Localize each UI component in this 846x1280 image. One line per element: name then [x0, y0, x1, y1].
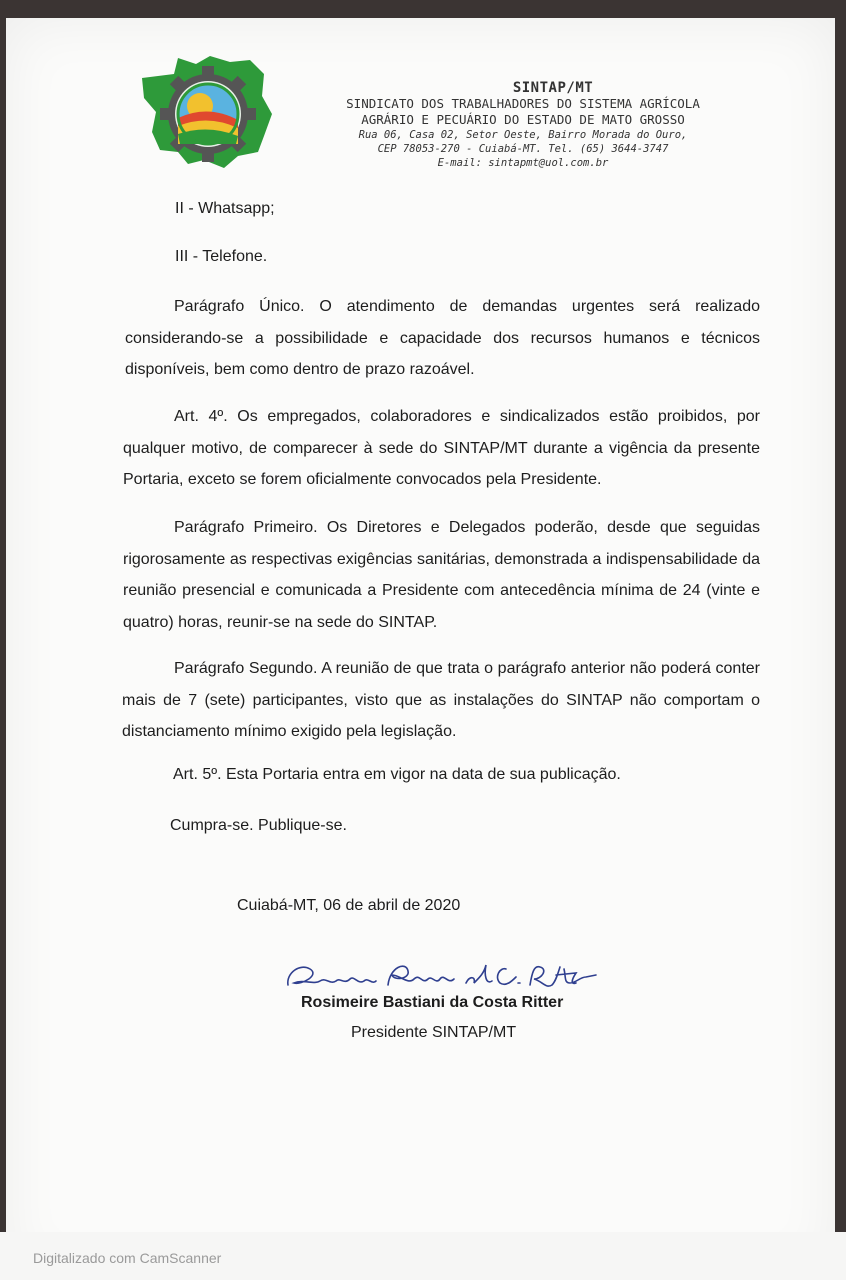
email-line: E-mail: sintapmt@uol.com.br: [437, 157, 609, 169]
address-line-2: CEP 78053-270 - Cuiabá-MT. Tel. (65) 3644-3747: [377, 143, 669, 155]
org-name-line-2: AGRÁRIO E PECUÁRIO DO ESTADO DE MATO GROSSO: [361, 112, 685, 127]
signer-name: Rosimeire Bastiani da Costa Ritter: [301, 994, 564, 1011]
signer-title: Presidente SINTAP/MT: [351, 1024, 517, 1041]
camscanner-watermark: Digitalizado com CamScanner: [33, 1250, 222, 1266]
sintap-logo: [138, 52, 276, 172]
letterhead: [318, 80, 728, 170]
paragrafo-unico: Parágrafo Único. O atendimento de demandas urgentes será realizado considerando-se a possibilidade e capacidade dos recursos humanos e técnicos disponíveis, bem como dentro de prazo razoável.: [125, 298, 760, 378]
item-ii: II - Whatsapp;: [175, 200, 275, 217]
document-page: [6, 18, 835, 1280]
paragrafo-segundo: Parágrafo Segundo. A reunião de que trata o parágrafo anterior não poderá conter mais de 7 (sete) participantes, visto que as instalações do SINTAP não comportam o distanciamento mínimo exigido pela legislação.: [122, 660, 760, 740]
address-line-1: Rua 06, Casa 02, Setor Oeste, Bairro Morada do Ouro,: [358, 129, 688, 141]
article-4: Art. 4º. Os empregados, colaboradores e sindicalizados estão proibidos, por qualquer motivo, de comparecer à sede do SINTAP/MT durante a vigência da presente Portaria, exceto se forem oficialmente convocados pela Presidente.: [123, 408, 760, 488]
paragrafo-primeiro: Parágrafo Primeiro. Os Diretores e Delegados poderão, desde que seguidas rigorosamente as respectivas exigências sanitárias, demonstrada a indispensabilidade da reunião presencial e comunicada a Presidente com antecedência mínima de 24 (vinte e quatro) horas, reunir-se na sede do SINTAP.: [123, 519, 760, 631]
cumpra-publique: Cumpra-se. Publique-se.: [170, 817, 347, 834]
org-abbreviation: SINTAP/MT: [512, 80, 594, 96]
place-date: Cuiabá-MT, 06 de abril de 2020: [237, 897, 461, 914]
article-5: Art. 5º. Esta Portaria entra em vigor na data de sua publicação.: [173, 766, 621, 783]
org-name-line-1: SINDICATO DOS TRABALHADORES DO SISTEMA AGRÍCOLA: [346, 96, 700, 111]
item-iii: III - Telefone.: [175, 248, 268, 265]
